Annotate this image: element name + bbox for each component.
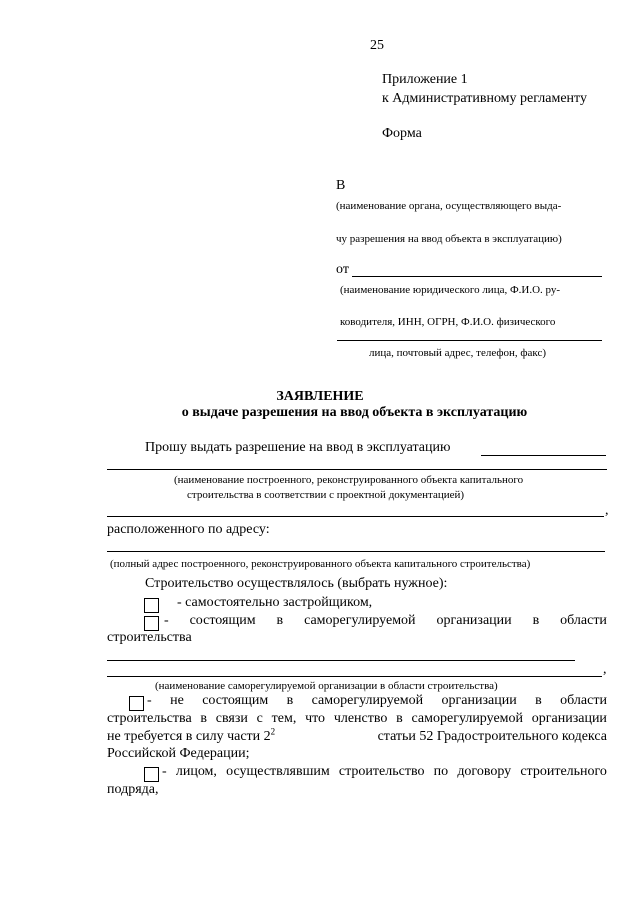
address-hint: (полный адрес построенного, реконструированного объекта капитального строительства) <box>110 558 531 570</box>
object-hint-2: строительства в соответствии с проектной документацией) <box>187 489 465 501</box>
non-sro-option <box>147 693 607 709</box>
word: организации <box>531 711 607 726</box>
sro-member-option <box>164 613 607 629</box>
request-text: Прошу выдать разрешение на ввод в эксплуатацию <box>145 440 451 455</box>
word: - <box>147 693 152 708</box>
object-name-line-3[interactable] <box>107 516 604 517</box>
word: - <box>162 764 167 779</box>
word: организации <box>441 693 517 708</box>
word: связи <box>215 711 248 726</box>
applicant-hint-3: лица, почтовый адрес, телефон, факс) <box>369 347 547 359</box>
word: тем, <box>271 711 297 726</box>
non-sro-option-line-2 <box>107 711 607 727</box>
applicant-hint-1: (наименование юридического лица, Ф.И.О. ру- <box>340 284 561 296</box>
contractor-option <box>162 764 607 780</box>
object-hint-1: (наименование построенного, реконструированного объекта капитального <box>174 474 524 486</box>
word: организации <box>436 613 512 628</box>
applicant-hint-2: ководителя, ИНН, ОГРН, Ф.И.О. физического <box>340 316 556 328</box>
word: - <box>164 613 169 628</box>
word: состоящим <box>202 693 269 708</box>
construction-label: Строительство осуществлялось (выбрать нужное): <box>145 576 448 591</box>
from-prefix: от <box>336 262 349 277</box>
word: в <box>396 711 403 726</box>
non-sro-checkbox[interactable] <box>129 696 144 711</box>
object-name-line-1[interactable] <box>481 455 606 456</box>
contractor-checkbox[interactable] <box>144 767 159 782</box>
law-reference: не требуется в силу части $2^2$ <box>107 726 276 744</box>
word: не <box>170 693 184 708</box>
word: области <box>560 693 607 708</box>
applicant-line-2[interactable] <box>337 340 602 341</box>
word: в <box>532 613 540 628</box>
word: в <box>535 693 542 708</box>
non-sro-option-line-4: Российской Федерации; <box>107 746 250 761</box>
sro-line-comma: , <box>603 662 607 677</box>
contractor-option-cont: подряда, <box>107 782 159 797</box>
form-label: Форма <box>382 126 422 141</box>
word: в <box>286 693 294 708</box>
sro-member-checkbox[interactable] <box>144 616 159 631</box>
recipient-prefix: В <box>336 178 346 193</box>
word: в <box>276 613 284 628</box>
word: по <box>433 764 449 779</box>
address-line[interactable] <box>107 551 605 552</box>
word: строительства <box>107 711 192 726</box>
word: строительство <box>338 764 425 779</box>
document-subtitle: о выдаче разрешения на ввод объекта в эксплуатацию <box>181 405 528 420</box>
sro-name-line-2[interactable] <box>107 676 602 677</box>
appendix-label: Приложение 1 <box>382 72 468 87</box>
organ-hint-1: (наименование органа, осуществляющего выда- <box>336 200 562 212</box>
word: членство <box>333 711 388 726</box>
object-line-comma: , <box>605 503 609 518</box>
sro-name-line-1[interactable] <box>107 660 575 661</box>
word: саморегулируемой <box>304 613 416 628</box>
word: в <box>200 711 208 726</box>
document-title: ЗАЯВЛЕНИЕ <box>276 389 364 404</box>
sro-member-option-cont: строительства <box>107 630 192 645</box>
self-builder-option: - самостоятельно застройщиком, <box>177 595 373 610</box>
non-sro-option-line-3 <box>107 726 607 745</box>
applicant-line[interactable] <box>352 276 602 277</box>
word: области <box>560 613 607 628</box>
organ-hint-2: чу разрешения на ввод объекта в эксплуатацию) <box>336 233 562 245</box>
self-builder-checkbox[interactable] <box>144 598 159 613</box>
word: саморегулируемой <box>311 693 424 708</box>
address-label: расположенного по адресу: <box>107 522 270 537</box>
object-name-line-2[interactable] <box>107 469 607 470</box>
sro-hint: (наименование саморегулируемой организации в области строительства) <box>155 680 498 692</box>
regulation-reference: к Административному регламенту <box>382 91 587 106</box>
word: саморегулируемой <box>411 711 524 726</box>
word: лицом, <box>175 764 217 779</box>
code-reference: статьи 52 Градостроительного кодекса <box>377 729 607 744</box>
word: строительного <box>520 764 607 779</box>
page-number: 25 <box>370 38 384 53</box>
word: договору <box>457 764 512 779</box>
word: с <box>256 711 263 726</box>
word: что <box>305 711 326 726</box>
word: состоящим <box>189 613 256 628</box>
word: осуществлявшим <box>226 764 330 779</box>
